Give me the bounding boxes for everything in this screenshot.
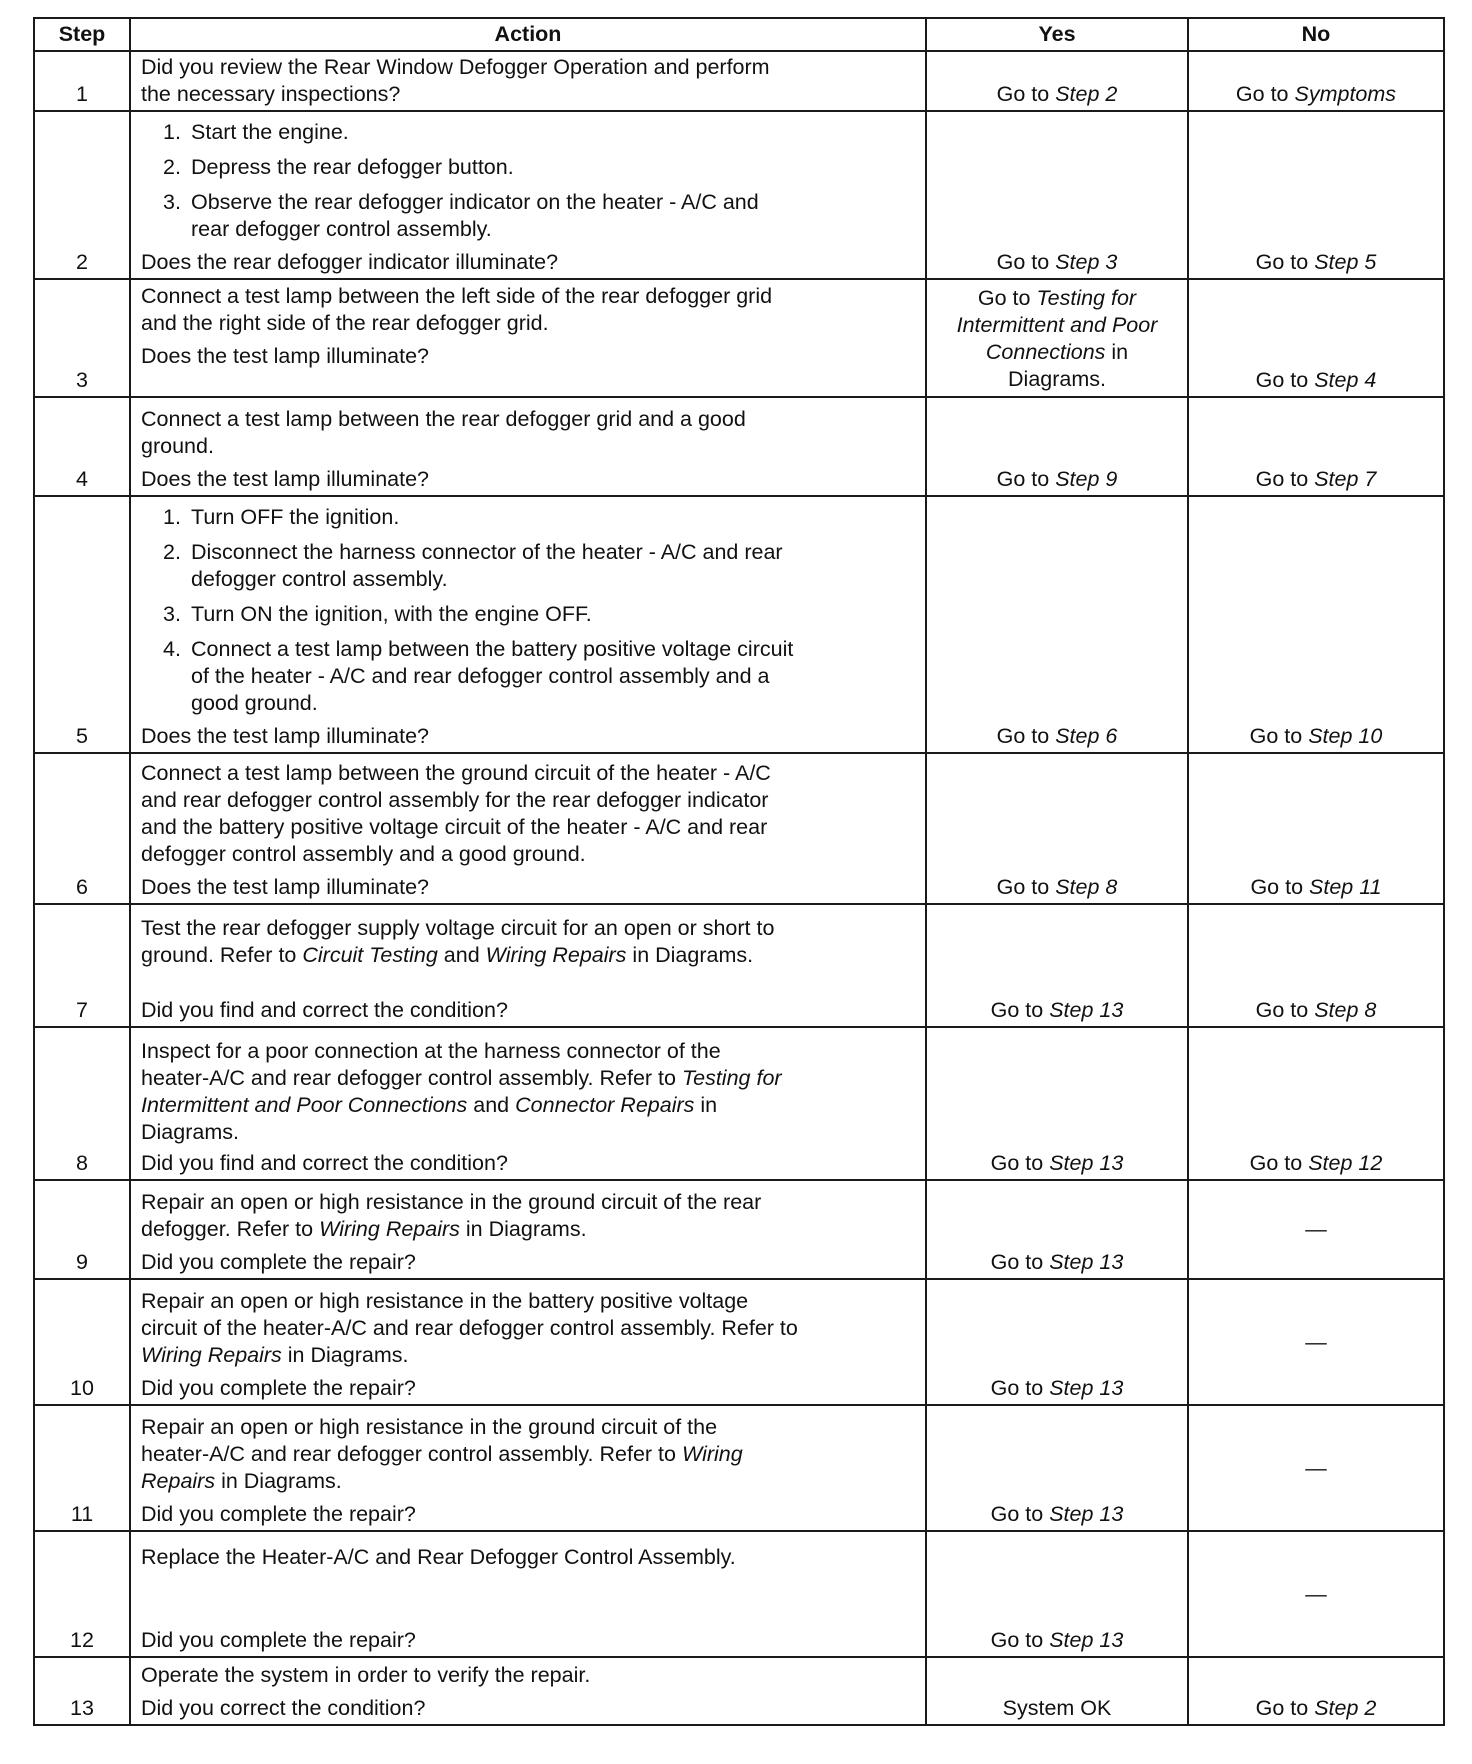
action-text: the necessary inspections? (141, 82, 401, 106)
step-number: 8 (34, 1027, 130, 1180)
table-row (34, 1279, 1444, 1405)
step-number: 7 (34, 904, 130, 1027)
diagnostic-table (33, 17, 1445, 1726)
step-action: Operate the system in order to verify the repair. Did you correct the condition? (130, 1657, 926, 1725)
list-item: 2. Disconnect the harness connector of the heater - A/C and rear defogger control assembly. (163, 540, 783, 591)
table-row (34, 753, 1444, 904)
list-item: 1. Turn OFF the ignition. (163, 505, 400, 529)
result-target: Symptoms (1294, 82, 1397, 106)
table-row (34, 51, 1444, 111)
yes-result: Go to Step 6 (926, 496, 1188, 753)
no-result: — (1188, 1405, 1444, 1531)
result-prefix: Go to (1235, 82, 1289, 106)
yes-result: Go to Step 9 (926, 397, 1188, 496)
action-question: Did you find and correct the condition? (141, 998, 508, 1022)
step-number: 13 (34, 1657, 130, 1725)
step-number: 4 (34, 397, 130, 496)
step-number: 1 (34, 51, 130, 111)
step-action: Repair an open or high resistance in the ground circuit of the rear defogger. Refer to Wiring Repairs in Diagrams. Did you complete the repair? (130, 1180, 926, 1279)
action-question: Does the test lamp illuminate? (141, 724, 430, 748)
step-action (130, 51, 926, 111)
table-row (34, 496, 1444, 753)
step-action (130, 111, 926, 279)
no-result: Go to Step 8 (1188, 904, 1444, 1027)
table-row (34, 111, 1444, 279)
no-result (1188, 51, 1444, 111)
yes-result: Go to Step 13 (926, 904, 1188, 1027)
header-row (34, 18, 1444, 51)
no-result: Go to Step 12 (1188, 1027, 1444, 1180)
no-result: Go to Step 4 (1188, 279, 1444, 397)
table-row (34, 1531, 1444, 1657)
list-item: 3. Turn ON the ignition, with the engine OFF. (163, 602, 592, 626)
step-number: 11 (34, 1405, 130, 1531)
no-result: — (1188, 1180, 1444, 1279)
step-action: Repair an open or high resistance in the battery positive voltage circuit of the heater-A/C and rear defogger control assembly. Refer to Wiring Repairs in Diagrams. Did you complete the repair? (130, 1279, 926, 1405)
step-number: 12 (34, 1531, 130, 1657)
step-action (130, 496, 926, 753)
table-row (34, 397, 1444, 496)
table-row (34, 904, 1444, 1027)
table-row (34, 1405, 1444, 1531)
action-question: Does the rear defogger indicator illuminate? (141, 250, 559, 274)
action-question: Did you complete the repair? (141, 1502, 416, 1526)
step-number: 5 (34, 496, 130, 753)
no-result: — (1188, 1531, 1444, 1657)
no-result: Go to Step 7 (1188, 397, 1444, 496)
step-action: Replace the Heater-A/C and Rear Defogger Control Assembly. Did you complete the repair? (130, 1531, 926, 1657)
list-item: 3. Observe the rear defogger indicator on the heater - A/C and rear defogger control assembly. (163, 190, 759, 241)
no-result: Go to Step 10 (1188, 496, 1444, 753)
action-text: Did you review the Rear Window Defogger Operation and perform (141, 55, 770, 79)
list-item: 2. Depress the rear defogger button. (163, 155, 514, 179)
table-row (34, 1657, 1444, 1725)
step-action: Connect a test lamp between the ground circuit of the heater - A/C and rear defogger control assembly for the rear defogger indicator and the battery positive voltage circuit of the heater - A/C and rear defogger control assembly and a good ground. Does the test lamp illuminate? (130, 753, 926, 904)
no-result: Go to Step 11 (1188, 753, 1444, 904)
yes-result: Go to Step 8 (926, 753, 1188, 904)
header-no: No (1188, 18, 1444, 51)
action-question: Did you complete the repair? (141, 1628, 416, 1652)
header-step: Step (34, 18, 130, 51)
step-number: 3 (34, 279, 130, 397)
action-question: Did you find and correct the condition? (141, 1151, 508, 1175)
step-action: Test the rear defogger supply voltage circuit for an open or short to ground. Refer to Circuit Testing and Wiring Repairs in Diagrams. Did you find and correct the condition? (130, 904, 926, 1027)
header-yes: Yes (926, 18, 1188, 51)
no-result: — (1188, 1279, 1444, 1405)
header-action: Action (130, 18, 926, 51)
list-item: 4. Connect a test lamp between the battery positive voltage circuit of the heater - A/C and rear defogger control assembly and a good ground. (163, 637, 794, 715)
table-row (34, 279, 1444, 397)
step-number: 2 (34, 111, 130, 279)
step-number: 9 (34, 1180, 130, 1279)
table-row (34, 1027, 1444, 1180)
action-question: Did you correct the condition? (141, 1696, 426, 1720)
table-row (34, 1180, 1444, 1279)
yes-result: Go to Step 13 (926, 1027, 1188, 1180)
step-number: 6 (34, 753, 130, 904)
yes-result: System OK (926, 1657, 1188, 1725)
step-action: Connect a test lamp between the rear defogger grid and a good ground. Does the test lamp illuminate? (130, 397, 926, 496)
action-question: Does the test lamp illuminate? (141, 875, 430, 899)
step-number: 10 (34, 1279, 130, 1405)
yes-result: Go to Step 3 (926, 111, 1188, 279)
list-item: 1. Start the engine. (163, 120, 349, 144)
result-target: Step 2 (1055, 82, 1118, 106)
action-question: Did you complete the repair? (141, 1376, 416, 1400)
action-question: Does the test lamp illuminate? (141, 344, 430, 368)
yes-result: Go to Step 13 (926, 1180, 1188, 1279)
action-question: Does the test lamp illuminate? (141, 467, 430, 491)
yes-result: Go to Testing for Intermittent and Poor Connections in Diagrams. (926, 279, 1188, 397)
action-question: Did you complete the repair? (141, 1250, 416, 1274)
step-action: Repair an open or high resistance in the ground circuit of the heater-A/C and rear defogger control assembly. Refer to Wiring Repairs in Diagrams. Did you complete the repair? (130, 1405, 926, 1531)
result-prefix: Go to (996, 82, 1050, 106)
no-result: Go to Step 5 (1188, 111, 1444, 279)
step-action: Connect a test lamp between the left side of the rear defogger grid and the right side of the rear defogger grid. Does the test lamp illuminate? (130, 279, 926, 397)
yes-result: Go to Step 13 (926, 1405, 1188, 1531)
no-result: Go to Step 2 (1188, 1657, 1444, 1725)
yes-result (926, 51, 1188, 111)
yes-result: Go to Step 13 (926, 1279, 1188, 1405)
step-action: Inspect for a poor connection at the harness connector of the heater-A/C and rear defogger control assembly. Refer to Testing for Intermittent and Poor Connections and Connector Repairs in Diagrams. Did you find and correct the condition? (130, 1027, 926, 1180)
yes-result: Go to Step 13 (926, 1531, 1188, 1657)
